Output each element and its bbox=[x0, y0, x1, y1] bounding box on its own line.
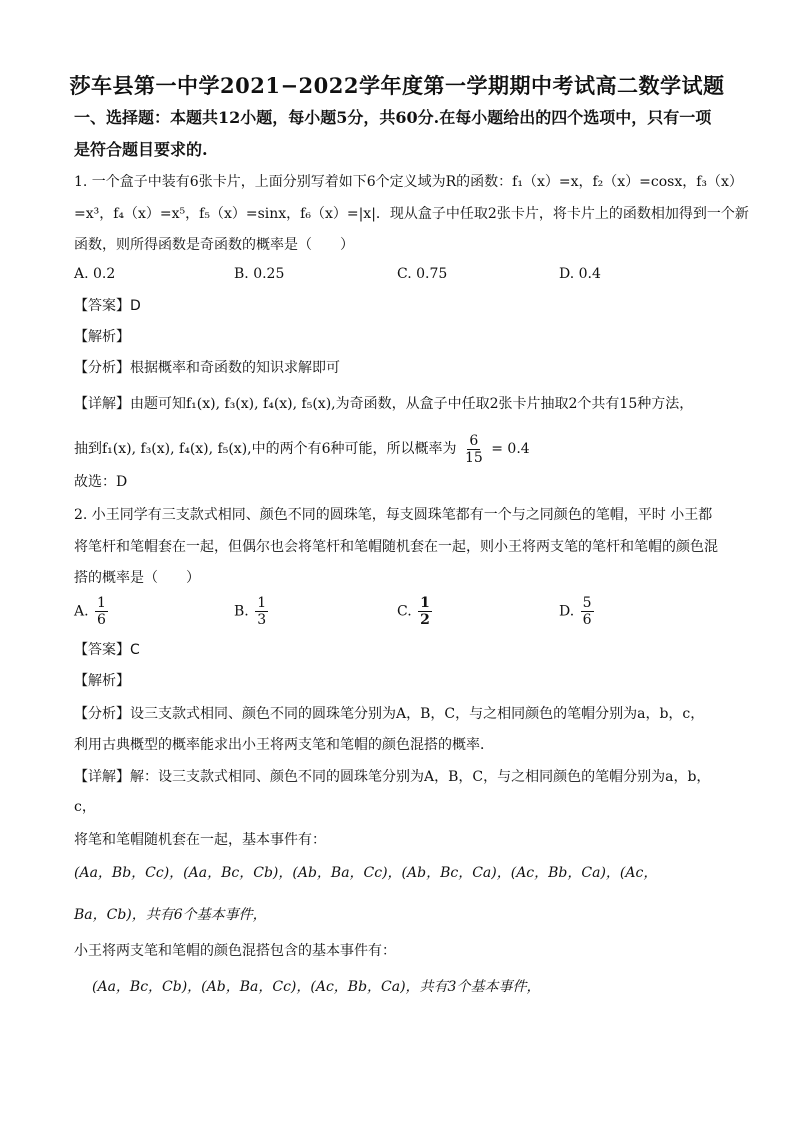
fraction-denominator: 6 bbox=[582, 612, 592, 628]
option-fraction bbox=[255, 595, 268, 628]
option-label: A. bbox=[74, 603, 89, 620]
option-fraction bbox=[418, 595, 432, 628]
fraction-denominator: 2 bbox=[420, 612, 430, 628]
q1-stem-line2: =x³，f₄（x）=x⁵，f₅（x）=sinx，f₆（x）=|x|．现从盒子中任取2张卡片，将卡片上的函数相加得到一个新 bbox=[74, 206, 749, 222]
fraction-numerator: 6 bbox=[469, 432, 479, 449]
q2-mix-line: (Aa，Bc，Cb)，(Ab，Ba，Cc)，(Ac，Bb，Ca)，共有3个基本事件， bbox=[92, 979, 541, 995]
q1-fenxi: 【分析】根据概率和奇函数的知识求解即可 bbox=[74, 360, 340, 376]
q1-analysis-label: 【解析】 bbox=[74, 329, 130, 345]
q2-option-c bbox=[397, 595, 434, 628]
q1-option-d: D. 0.4 bbox=[559, 266, 601, 282]
option-label: C. bbox=[397, 603, 412, 620]
option-fraction bbox=[581, 595, 594, 628]
q2-option-a bbox=[74, 595, 110, 628]
q2-fenxi-line2: 利用古典概型的概率能求出小王将两支笔和笔帽的颜色混搭的概率． bbox=[74, 737, 494, 753]
option-label: B. bbox=[234, 603, 249, 620]
option-label: D. bbox=[559, 603, 575, 620]
fraction-numerator: 5 bbox=[582, 595, 592, 611]
fraction-denominator: 3 bbox=[257, 612, 267, 628]
q2-answer: 【答案】C bbox=[74, 642, 140, 658]
q1-xiangjie-line2 bbox=[74, 432, 530, 466]
q2-stem-line2: 将笔杆和笔帽套在一起，但偶尔也会将笔杆和笔帽随机套在一起，则小王将两支笔的笔杆和笔帽的颜色混 bbox=[74, 539, 718, 555]
q1-xiangjie-line2-text: 抽到f₁(x), f₃(x), f₄(x), f₅(x),中的两个有6种可能，所以概率为 bbox=[74, 441, 457, 457]
q2-option-b bbox=[234, 595, 270, 628]
q1-probability-result: = 0.4 bbox=[491, 441, 530, 457]
q2-events-intro: 将笔和笔帽随机套在一起，基本事件有： bbox=[74, 832, 326, 848]
fraction-numerator: 1 bbox=[420, 595, 430, 611]
fraction-denominator: 15 bbox=[464, 449, 483, 466]
section-heading: 一、选择题：本题共12小题，每小题5分，共60分.在每小题给出的四个选项中，只有一项 bbox=[74, 108, 712, 127]
fraction-numerator: 1 bbox=[97, 595, 106, 611]
q1-probability-fraction bbox=[463, 433, 485, 466]
q2-fenxi-line1: 【分析】设三支款式相同、颜色不同的圆珠笔分别为A，B，C，与之相同颜色的笔帽分别为a，b，c， bbox=[74, 706, 705, 722]
q2-events-line1: (Aa，Bb，Cc)，(Aa，Bc，Cb)，(Ab，Ba，Cc)，(Ab，Bc，Ca)，(Ac，Bb，Ca)，(Ac， bbox=[74, 865, 658, 881]
q1-xiangjie-line1: 【详解】由题可知f₁(x), f₃(x), f₄(x), f₅(x),为奇函数，从盒子中任取2张卡片抽取2个共有15种方法， bbox=[74, 396, 694, 412]
q1-stem-line3: 函数，则所得函数是奇函数的概率是（ ） bbox=[74, 237, 354, 253]
fraction-denominator: 6 bbox=[97, 612, 106, 628]
q1-stem-line1: 1. 一个盒子中装有6张卡片，上面分别写着如下6个定义域为R的函数：f₁（x）=x，f₂（x）=cosx，f₃（x） bbox=[74, 174, 743, 190]
q1-option-b: B. 0.25 bbox=[234, 266, 285, 282]
q2-events-line2: Ba，Cb)，共有6个基本事件， bbox=[74, 907, 267, 923]
q1-choose: 故选：D bbox=[74, 474, 128, 490]
section-heading-cont: 是符合题目要求的. bbox=[74, 140, 208, 159]
q1-option-c: C. 0.75 bbox=[397, 266, 448, 282]
q2-xiangjie-line1: 【详解】解：设三支款式相同、颜色不同的圆珠笔分别为A，B，C，与之相同颜色的笔帽分别为a，b， bbox=[74, 769, 711, 785]
q2-stem-line3: 搭的概率是（ ） bbox=[74, 570, 200, 586]
q1-option-a: A. 0.2 bbox=[74, 266, 116, 282]
q2-mix-intro: 小王将两支笔和笔帽的颜色混搭包含的基本事件有： bbox=[74, 943, 396, 959]
page-title: 莎车县第一中学2021−2022学年度第一学期期中考试高二数学试题 bbox=[69, 73, 725, 98]
q2-stem-line1: 2. 小王同学有三支款式相同、颜色不同的圆珠笔，每支圆珠笔都有一个与之同颜色的笔帽，平时 小王都 bbox=[74, 507, 713, 523]
q2-option-d bbox=[559, 595, 596, 628]
q2-xiangjie-line2: c， bbox=[74, 799, 96, 815]
option-fraction bbox=[95, 595, 108, 628]
q1-answer: 【答案】D bbox=[74, 298, 141, 314]
q2-analysis-label: 【解析】 bbox=[74, 673, 130, 689]
fraction-numerator: 1 bbox=[257, 595, 267, 611]
